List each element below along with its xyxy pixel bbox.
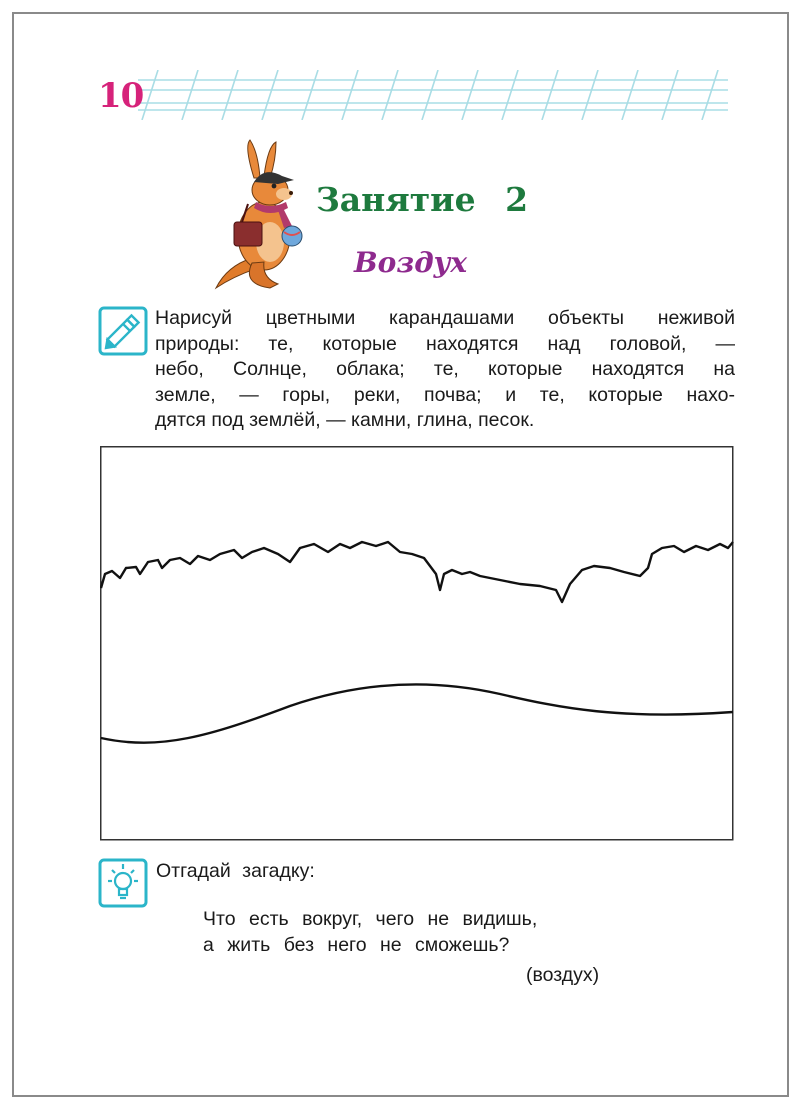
task-line: природы: те, которые находятся над головой, — [155, 332, 735, 355]
pencil-icon [98, 306, 148, 356]
task-line: Нарисуй цветными карандашами объекты неживой [155, 307, 735, 329]
drawing-area[interactable] [100, 446, 734, 842]
lightbulb-icon [98, 858, 148, 908]
task-text [155, 306, 735, 434]
page-header [98, 70, 728, 120]
task-line: земле, — горы, реки, почва; и те, которые нахо- [155, 383, 735, 406]
riddle-label: Отгадай загадку: [156, 860, 315, 882]
task-line: дятся под землёй, — камни, глина, песок. [155, 409, 535, 432]
riddle-line: Что есть вокруг, чего не видишь, [203, 908, 538, 930]
task-line: небо, Солнце, облака; те, которые находятся на [155, 358, 735, 381]
riddle-line: а жить без него не сможешь? [203, 934, 510, 956]
page-number: 10 [98, 76, 144, 116]
kangaroo-icon [212, 138, 312, 293]
riddle-answer: (воздух) [526, 964, 600, 986]
lesson-title: Занятие 2 [316, 180, 529, 219]
calligraphy-ruling [98, 70, 728, 120]
lesson-subtitle: Воздух [354, 246, 468, 279]
